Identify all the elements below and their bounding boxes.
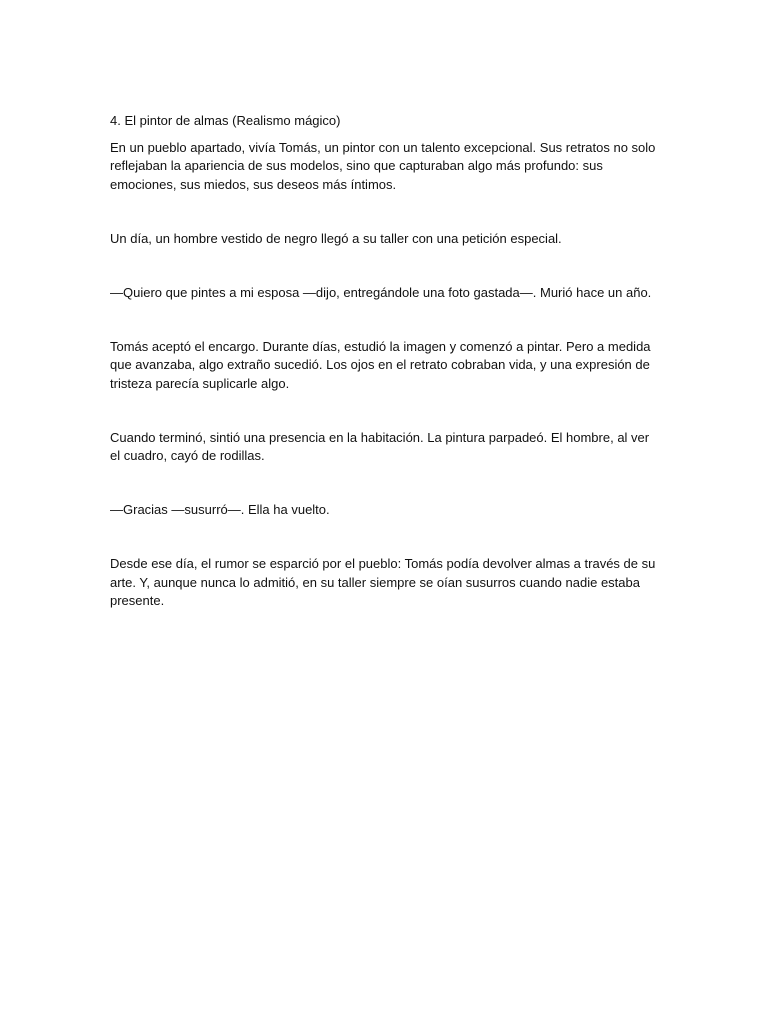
paragraph-spacer (110, 393, 658, 429)
paragraph-7: Desde ese día, el rumor se esparció por el pueblo: Tomás podía devolver almas a través de su arte. Y, aunque nunca lo admitió, en su taller siempre se oían susurros cuando nadie estaba presente. (110, 556, 656, 608)
paragraph-2: Un día, un hombre vestido de negro llegó a su taller con una petición especial. (110, 230, 562, 246)
paragraph-5: Cuando terminó, sintió una presencia en la habitación. La pintura parpadeó. El hombre, al ver el cuadro, cayó de rodillas. (110, 429, 650, 464)
story-title: 4. El pintor de almas (Realismo mágico) (110, 113, 341, 128)
paragraph-spacer (110, 302, 658, 338)
paragraph-spacer (110, 194, 658, 230)
paragraph-spacer (110, 519, 658, 555)
paragraph-4: Tomás aceptó el encargo. Durante días, estudió la imagen y comenzó a pintar. Pero a medida que avanzaba, algo extraño sucedió. Los ojos en el retrato cobraban vida, y una expresión de tristeza parecía suplicarle algo. (110, 339, 651, 391)
paragraph-6: —Gracias —susurró—. Ella ha vuelto. (110, 502, 330, 518)
paragraph-1: En un pueblo apartado, vivía Tomás, un pintor con un talento excepcional. Sus retratos no solo reflejaban la apariencia de sus modelos, sino que capturaban algo más profundo: sus emociones, sus miedos, sus deseos más íntimos. (110, 140, 656, 192)
document-body (110, 112, 658, 610)
paragraph-3: —Quiero que pintes a mi esposa —dijo, entregándole una foto gastada—. Murió hace un año. (110, 285, 652, 301)
paragraph-spacer (110, 465, 658, 501)
paragraph-spacer (110, 248, 658, 284)
